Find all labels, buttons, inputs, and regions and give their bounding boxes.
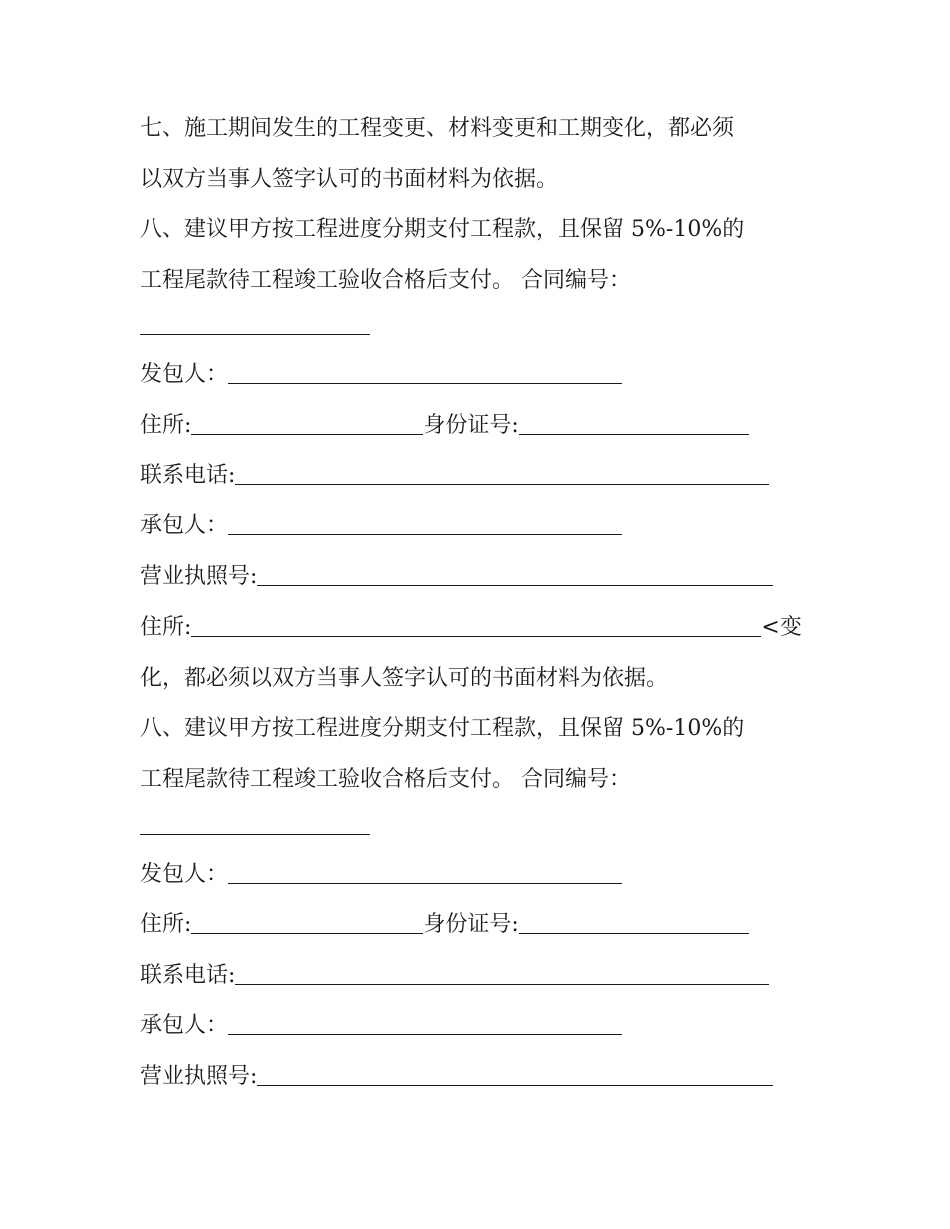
address-2-row — [140, 613, 802, 643]
employer-blank-repeat[interactable] — [228, 863, 622, 884]
phone-blank[interactable] — [235, 464, 769, 485]
clause-8-line-1-repeat: 八、建议甲方按工程进度分期支付工程款，且保留 5%-10%的 — [140, 716, 745, 741]
address-id-row — [140, 411, 749, 441]
employer-row-repeat — [140, 860, 622, 890]
id-number-label-repeat: 身份证号: — [423, 912, 519, 937]
address-label: 住所: — [140, 413, 192, 438]
contract-number-blank[interactable] — [140, 334, 370, 335]
license-row-repeat — [140, 1062, 773, 1092]
employer-label: 发包人： — [140, 362, 229, 387]
employer-row — [140, 360, 622, 390]
contractor-blank[interactable] — [228, 514, 622, 535]
phone-label-repeat: 联系电话: — [140, 963, 236, 988]
contractor-row — [140, 511, 622, 541]
phone-label: 联系电话: — [140, 463, 236, 488]
clause-7-continuation: 化，都必须以双方当事人签字认可的书面材料为依据。 — [140, 666, 669, 691]
address-2-blank[interactable] — [191, 616, 761, 637]
address-id-row-repeat — [140, 910, 749, 940]
phone-row — [140, 461, 769, 491]
license-row — [140, 562, 773, 592]
id-number-blank-repeat[interactable] — [519, 913, 749, 934]
id-number-blank[interactable] — [519, 414, 749, 435]
address-blank-repeat[interactable] — [191, 913, 423, 934]
business-license-label-repeat: 营业执照号: — [140, 1064, 258, 1089]
address-2-label: 住所: — [140, 615, 192, 640]
employer-blank[interactable] — [228, 363, 622, 384]
contractor-label-repeat: 承包人： — [140, 1013, 229, 1038]
address-blank[interactable] — [191, 414, 423, 435]
clause-8-line-2-repeat: 工程尾款待工程竣工验收合格后支付。 合同编号： — [140, 767, 631, 792]
address-2-trailing-text: <变 — [761, 615, 802, 640]
contract-number-blank-repeat[interactable] — [140, 834, 370, 835]
business-license-blank[interactable] — [257, 565, 773, 586]
clause-8-line-1: 八、建议甲方按工程进度分期支付工程款，且保留 5%-10%的 — [140, 217, 745, 242]
clause-8-line-2: 工程尾款待工程竣工验收合格后支付。 合同编号： — [140, 268, 631, 293]
contractor-row-repeat — [140, 1011, 622, 1041]
id-number-label: 身份证号: — [423, 413, 519, 438]
clause-7-line-2: 以双方当事人签字认可的书面材料为依据。 — [140, 167, 559, 192]
phone-row-repeat — [140, 961, 769, 991]
employer-label-repeat: 发包人： — [140, 862, 229, 887]
clause-7-line-1: 七、施工期间发生的工程变更、材料变更和工期变化，都必须 — [140, 116, 735, 141]
business-license-blank-repeat[interactable] — [257, 1065, 773, 1086]
business-license-label: 营业执照号: — [140, 564, 258, 589]
phone-blank-repeat[interactable] — [235, 964, 769, 985]
contractor-label: 承包人： — [140, 513, 229, 538]
contractor-blank-repeat[interactable] — [228, 1014, 622, 1035]
address-label-repeat: 住所: — [140, 912, 192, 937]
